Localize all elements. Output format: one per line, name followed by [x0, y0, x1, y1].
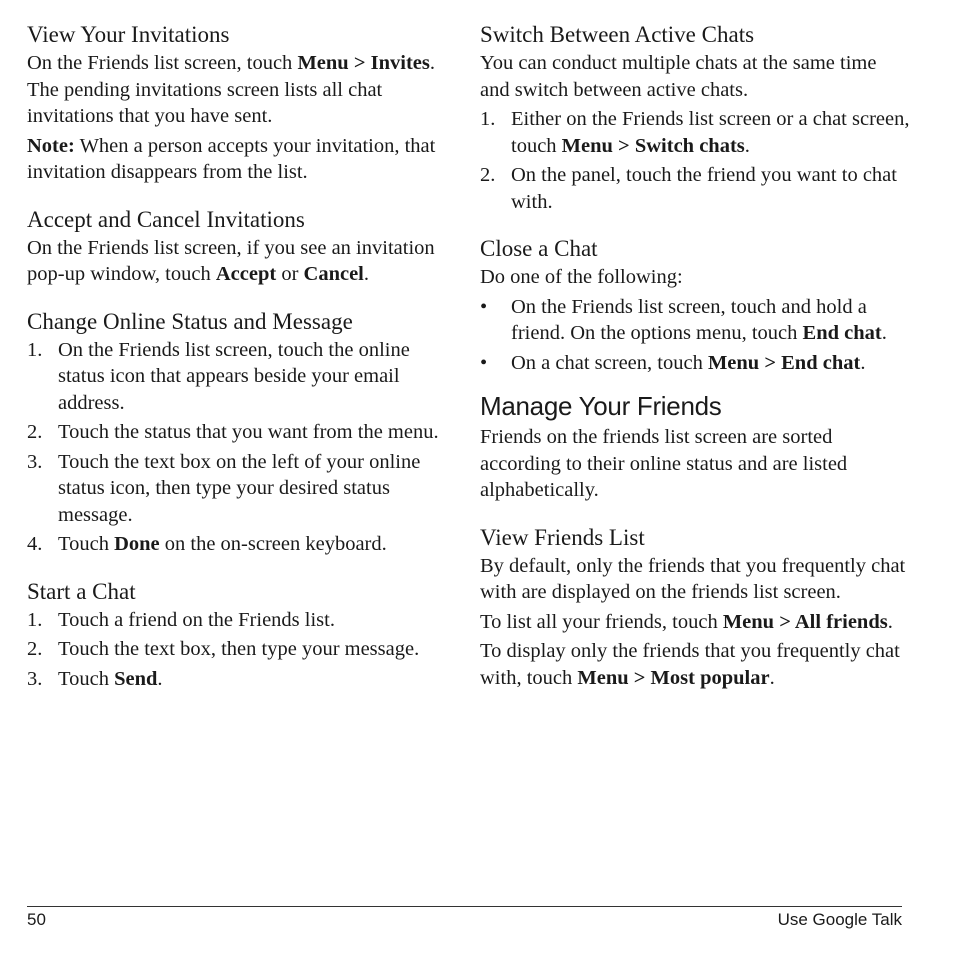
list-item: 3. Touch Send. — [27, 667, 163, 690]
left-column — [27, 20, 447, 711]
options-close-chat — [480, 294, 910, 377]
list-item: 2. Touch the text box, then type your message. — [27, 638, 420, 660]
paragraph-accept-cancel: On the Friends list screen, if you see an invitation pop-up window, touch Accept or Cancel. — [27, 236, 435, 285]
steps-change-status — [27, 337, 447, 558]
list-item: 1. Touch a friend on the Friends list. — [27, 608, 335, 631]
steps-switch-chats — [480, 106, 910, 215]
section-start-chat — [27, 577, 447, 693]
paragraph-view-invitations: On the Friends list screen, touch Menu > Invites. The pending invitations screen lists all chat invitations that you have sent. — [27, 52, 435, 127]
paragraph-most-popular: To display only the friends that you frequently chat with, touch Menu > Most popular. — [480, 640, 900, 689]
section-close-chat — [480, 234, 910, 376]
section-manage-friends — [480, 390, 910, 504]
right-column — [480, 20, 910, 710]
heading-accept-cancel: Accept and Cancel Invitations — [27, 206, 305, 232]
heading-change-status: Change Online Status and Message — [27, 308, 353, 334]
section-view-invitations — [27, 20, 447, 186]
paragraph-view-friends-default: By default, only the friends that you frequently chat with are displayed on the friends list screen. — [480, 554, 906, 603]
list-item: • On a chat screen, touch Menu > End chat. — [480, 350, 910, 377]
list-item: 3. Touch the text box on the left of your online status icon, then type your desired status message. — [27, 450, 421, 526]
note-paragraph: Note: When a person accepts your invitation, that invitation disappears from the list. — [27, 134, 436, 183]
list-item: 1. On the Friends list screen, touch the online status icon that appears beside your email address. — [27, 338, 410, 414]
section-accept-cancel — [27, 205, 447, 288]
list-item: • On the Friends list screen, touch and hold a friend. On the options menu, touch End chat. — [480, 295, 887, 344]
heading-view-friends-list: View Friends List — [480, 524, 645, 550]
note-label: Note: — [27, 134, 75, 157]
heading-switch-chats: Switch Between Active Chats — [480, 22, 755, 47]
heading-close-chat: Close a Chat — [480, 236, 598, 261]
list-item: 4. Touch Done on the on-screen keyboard. — [27, 533, 387, 555]
heading-view-invitations: View Your Invitations — [27, 22, 230, 47]
list-item: 1. Either on the Friends list screen or a chat screen, touch Menu > Switch chats. — [480, 108, 910, 157]
heading-start-chat: Start a Chat — [27, 578, 136, 604]
section-view-friends-list — [480, 523, 910, 692]
heading-manage-friends: Manage Your Friends — [480, 391, 722, 421]
list-item: 2. Touch the status that you want from the menu. — [27, 421, 439, 443]
section-switch-chats — [480, 20, 910, 215]
page-footer — [27, 906, 902, 929]
paragraph-close-chat: Do one of the following: — [480, 266, 683, 288]
bullet: • — [480, 351, 488, 374]
bullet: • — [480, 295, 488, 318]
steps-start-chat — [27, 607, 447, 693]
page-number: 50 — [27, 910, 46, 929]
section-change-status — [27, 307, 447, 558]
paragraph-list-all-friends: To list all your friends, touch Menu > All friends. — [480, 610, 893, 633]
chapter-title: Use Google Talk — [777, 910, 902, 929]
list-item: 2. On the panel, touch the friend you want to chat with. — [480, 164, 897, 213]
paragraph-switch-chats: You can conduct multiple chats at the same time and switch between active chats. — [480, 52, 877, 101]
paragraph-manage-friends: Friends on the friends list screen are sorted according to their online status and are listed alphabetically. — [480, 426, 848, 501]
